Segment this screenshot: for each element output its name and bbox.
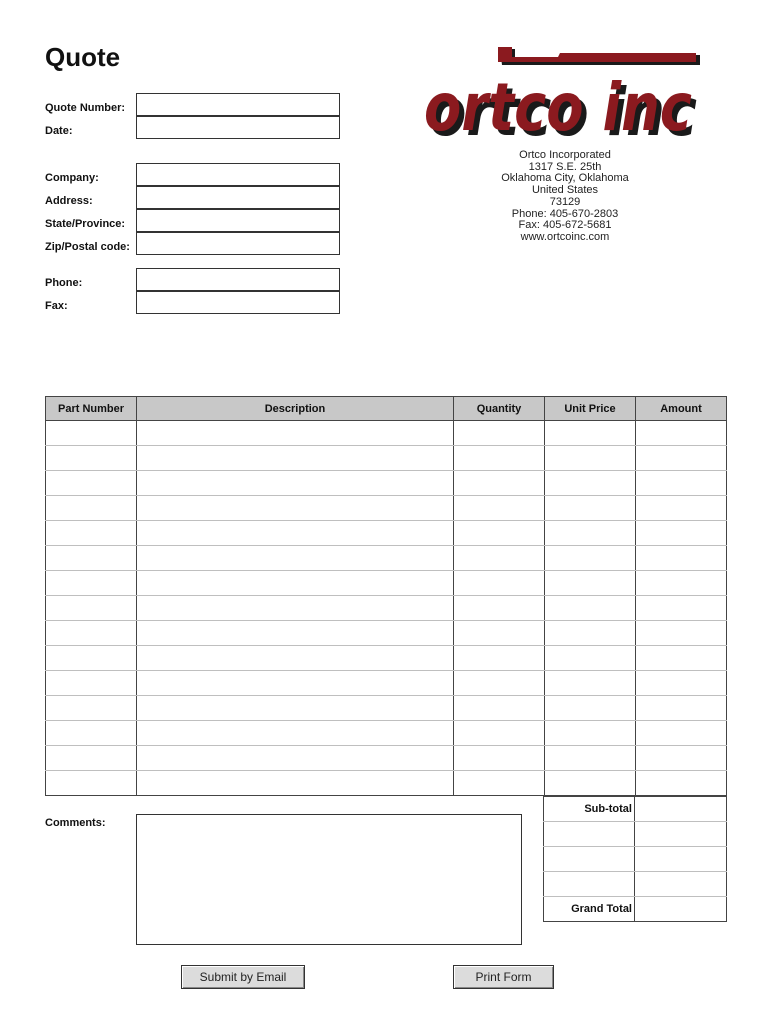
description-cell[interactable] [137,696,454,721]
comments-label: Comments: [45,817,106,829]
description-cell[interactable] [137,421,454,446]
description-cell[interactable] [137,771,454,796]
quote-number-field[interactable] [136,93,340,116]
line-items-table [45,396,727,796]
description-cell[interactable] [137,446,454,471]
totals-table [543,796,727,922]
description-cell[interactable] [137,746,454,771]
column-header-quantity: Quantity [454,397,545,421]
part-number-cell[interactable] [46,646,137,671]
amount-cell[interactable] [636,721,727,746]
unit-price-cell[interactable] [545,546,636,571]
description-cell[interactable] [137,596,454,621]
table-row [46,771,727,796]
fax-label: Fax: [45,300,68,312]
grand-total-row [544,897,727,922]
unit-price-cell[interactable] [545,496,636,521]
part-number-cell[interactable] [46,546,137,571]
table-row [46,471,727,496]
unit-price-cell[interactable] [545,521,636,546]
quantity-cell[interactable] [454,471,545,496]
quantity-cell[interactable] [454,721,545,746]
totals-blank-field[interactable] [635,822,727,847]
amount-cell[interactable] [636,421,727,446]
table-header-row [46,397,727,421]
description-cell[interactable] [137,571,454,596]
ortco-logo [420,45,705,140]
company-label: Company: [45,172,99,184]
quantity-cell[interactable] [454,521,545,546]
part-number-cell[interactable] [46,696,137,721]
company-field[interactable] [136,163,340,186]
table-row [46,671,727,696]
column-header-part-number: Part Number [46,397,137,421]
amount-cell[interactable] [636,671,727,696]
part-number-cell[interactable] [46,721,137,746]
zip-label: Zip/Postal code: [45,241,130,253]
part-number-cell[interactable] [46,621,137,646]
unit-price-cell[interactable] [545,596,636,621]
part-number-cell[interactable] [46,671,137,696]
subtotal-row [544,797,727,822]
totals-blank-field[interactable] [635,872,727,897]
totals-blank-label [544,872,635,897]
description-cell[interactable] [137,721,454,746]
part-number-cell[interactable] [46,571,137,596]
logo-text-shadow: ortco inc [429,74,697,140]
amount-cell[interactable] [636,646,727,671]
table-row [46,421,727,446]
totals-row [544,847,727,872]
date-label: Date: [45,125,73,137]
quantity-cell[interactable] [454,446,545,471]
state-label: State/Province: [45,218,126,230]
unit-price-cell[interactable] [545,696,636,721]
quantity-cell[interactable] [454,646,545,671]
address-field[interactable] [136,186,340,209]
unit-price-cell[interactable] [545,621,636,646]
description-cell[interactable] [137,471,454,496]
part-number-cell[interactable] [46,446,137,471]
unit-price-cell[interactable] [545,646,636,671]
table-row [46,721,727,746]
company-name: Ortco Incorporated [519,149,611,161]
company-city: Oklahoma City, Oklahoma [501,172,629,185]
amount-cell[interactable] [636,621,727,646]
line-items-body [46,421,727,796]
date-field[interactable] [136,116,340,139]
description-cell[interactable] [137,496,454,521]
description-cell[interactable] [137,621,454,646]
amount-cell[interactable] [636,496,727,521]
unit-price-cell[interactable] [545,471,636,496]
grand-total-label: Grand Total [544,897,635,922]
table-row [46,521,727,546]
quantity-cell[interactable] [454,696,545,721]
print-form-button[interactable]: Print Form [453,965,554,989]
amount-cell[interactable] [636,471,727,496]
table-row [46,646,727,671]
company-street: 1317 S.E. 25th [528,160,602,173]
quantity-cell[interactable] [454,746,545,771]
company-fax: Fax: 405-672-5681 [518,219,612,232]
zip-field[interactable] [136,232,340,255]
phone-label: Phone: [45,277,83,289]
table-row [46,596,727,621]
company-postal: 73129 [549,195,581,208]
subtotal-field[interactable] [635,797,727,822]
amount-cell[interactable] [636,546,727,571]
part-number-cell[interactable] [46,521,137,546]
amount-cell[interactable] [636,696,727,721]
unit-price-cell[interactable] [545,671,636,696]
unit-price-cell[interactable] [545,721,636,746]
part-number-cell[interactable] [46,771,137,796]
table-row [46,546,727,571]
amount-cell[interactable] [636,521,727,546]
logo-text: ortco inc [424,69,692,140]
company-phone: Phone: 405-670-2803 [511,207,619,220]
table-row [46,496,727,521]
quantity-cell[interactable] [454,671,545,696]
description-cell[interactable] [137,671,454,696]
unit-price-cell[interactable] [545,421,636,446]
part-number-cell[interactable] [46,421,137,446]
address-label: Address: [45,195,93,207]
unit-price-cell[interactable] [545,446,636,471]
amount-cell[interactable] [636,571,727,596]
amount-cell[interactable] [636,771,727,796]
description-cell[interactable] [137,646,454,671]
table-row [46,696,727,721]
amount-cell[interactable] [636,596,727,621]
totals-row [544,872,727,897]
amount-cell[interactable] [636,746,727,771]
quote-number-label: Quote Number: [45,102,126,114]
company-address-block [460,150,670,244]
totals-blank-label [544,822,635,847]
quantity-cell[interactable] [454,496,545,521]
unit-price-cell[interactable] [545,746,636,771]
table-row [46,621,727,646]
part-number-cell[interactable] [46,471,137,496]
column-header-amount: Amount [636,397,727,421]
description-cell[interactable] [137,521,454,546]
part-number-cell[interactable] [46,496,137,521]
submit-by-email-button[interactable]: Submit by Email [181,965,305,989]
subtotal-label: Sub-total [544,797,635,822]
totals-blank-label [544,847,635,872]
part-number-cell[interactable] [46,746,137,771]
column-header-description: Description [137,397,454,421]
quantity-cell[interactable] [454,771,545,796]
company-website: www.ortcoinc.com [520,230,610,243]
description-cell[interactable] [137,546,454,571]
phone-field[interactable] [136,268,340,291]
state-field[interactable] [136,209,340,232]
quantity-cell[interactable] [454,421,545,446]
amount-cell[interactable] [636,446,727,471]
totals-row [544,822,727,847]
page-title: Quote [45,42,121,72]
totals-blank-field[interactable] [635,847,727,872]
quantity-cell[interactable] [454,571,545,596]
quantity-cell[interactable] [454,546,545,571]
grand-total-field[interactable] [635,897,727,922]
unit-price-cell[interactable] [545,771,636,796]
part-number-cell[interactable] [46,596,137,621]
quantity-cell[interactable] [454,621,545,646]
company-country: United States [531,184,599,197]
unit-price-cell[interactable] [545,571,636,596]
table-row [46,571,727,596]
comments-field[interactable] [136,814,522,945]
quantity-cell[interactable] [454,596,545,621]
table-row [46,746,727,771]
fax-field[interactable] [136,291,340,314]
column-header-unit-price: Unit Price [545,397,636,421]
table-row [46,446,727,471]
